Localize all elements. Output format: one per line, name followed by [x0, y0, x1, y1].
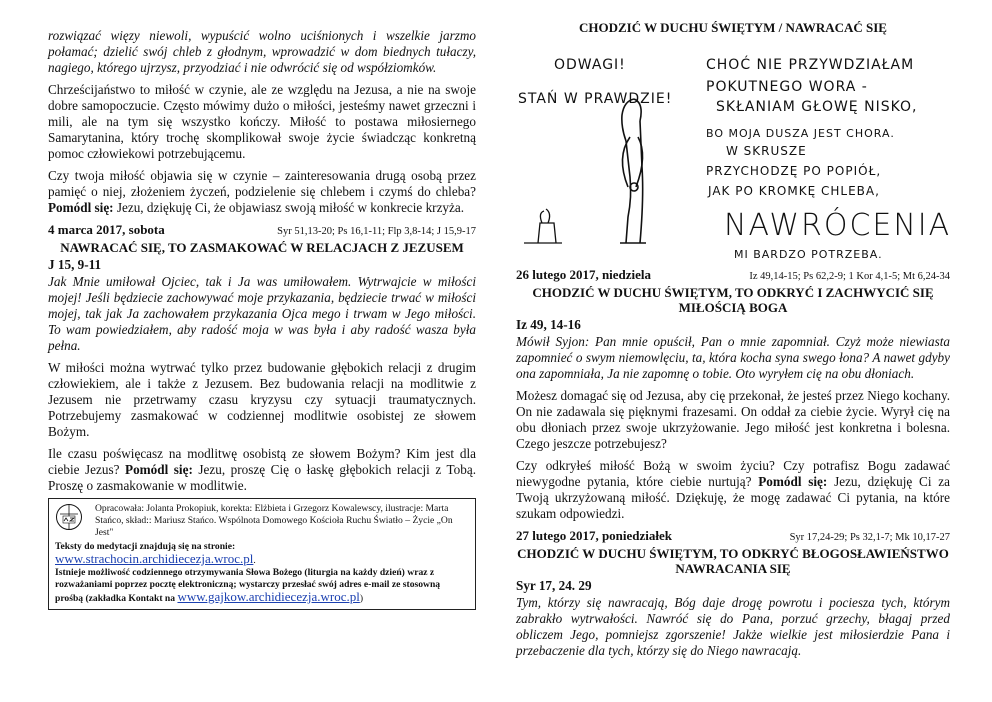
link-row-1: www.strachocin.archidiecezja.wroc.pl.	[55, 551, 256, 566]
hand-text-line: BO MOJA DUSZA JEST CHORA.	[706, 127, 895, 140]
date-label: 27 lutego 2017, poniedziałek	[516, 528, 673, 543]
section-title: CHODZIĆ W DUCHU ŚWIĘTYM, TO ODKRYĆ BŁOGOSŁAWIEŃSTWO NAWRACANIA SIĘ	[517, 546, 949, 576]
strachocin-link[interactable]: www.strachocin.archidiecezja.wroc.pl	[55, 551, 254, 566]
gajkow-link[interactable]: www.gajkow.archidiecezja.wroc.pl	[177, 589, 360, 604]
hand-text-line: POKUTNEGO WORA -	[706, 79, 868, 95]
hand-text-line: MI BARDZO POTRZEBA.	[734, 248, 883, 261]
paragraph-relations: W miłości można wytrwać tylko przez budowanie głębokich relacji z drugim człowiekiem, ale i także z Jezusem. Bez budowania relacji na modlitwie z Jezusem nie przetrwamy czasu kryzysu czy sytuacji traumatycznych. Potrzebujemy zasmakować w codziennej modlitwie osobistej ze słowem Bożym.	[48, 360, 476, 439]
credits-text: Opracowała: Jolanta Prokopiuk, korekta: Elżbieta i Grzegorz Kowalewscy, ilustracje: Marta Stańco, skład:: Mariusz Stańco. Wspólnota Domowego Kościoła Ruchu Światło – Życie „On Jest"	[95, 503, 453, 538]
date-row-feb-27	[516, 528, 950, 546]
scripture-text: Jak Mnie umiłował Ojciec, tak i Ja was umiłowałem. Wytrwajcie w miłości mojej! Jeśli będziecie zachowywać moje przykazania, będziecie trwać w miłości mojej, tak jak Ja zachowałem przykazania Ojca mego i trwam w Jego miłości. To wam powiedziałem, aby radość moja w was była i aby radość wasza była pełna.	[48, 274, 476, 353]
paragraph-charity: Chrześcijaństwo to miłość w czynie, ale ze względu na Jezusa, a nie na swoje dobre samopoczucie. Często mówimy dużo o miłości, jesteśmy nawet grzeczni i mili, ale na tym się wszystko kończy. Miłość to postawa miłosiernego Samarytanina, który trochę skomplikował swoje życie świadcząc konkretną pomoc człowiekowi potrzebującemu.	[48, 82, 476, 161]
readings-refs: Syr 17,24-29; Ps 32,1-7; Mk 10,17-27	[789, 532, 950, 543]
date-row-march-4	[48, 222, 476, 240]
readings-refs: Syr 51,13-20; Ps 16,1-11; Flp 3,8-14; J 15,9-17	[277, 226, 476, 237]
paragraph-question	[516, 458, 950, 522]
left-column	[48, 28, 476, 610]
illustration	[516, 37, 950, 265]
paragraph-question-2	[48, 446, 476, 494]
prayer-text: Jezu, dziękuję Ci za Twoją ukrzyżowaną miłość. Dziękuję, że mogę zadawać Ci pytania, na które szukam odpowiedzi.	[516, 474, 950, 521]
date-label: 4 marca 2017, sobota	[48, 222, 165, 237]
section-title: NAWRACAĆ SIĘ, TO ZASMAKOWAĆ W RELACJACH Z JEZUSEM	[60, 240, 464, 255]
penitent-figure-illustration	[516, 37, 950, 265]
hand-text-stand-in-truth: STAŃ W PRAWDZIE!	[518, 91, 673, 107]
question-text: Ile czasu poświęcasz na modlitwę osobistą ze słowem Bożym? Kim jest dla ciebie Jezus?	[48, 446, 476, 477]
section-title: CHODZIĆ W DUCHU ŚWIĘTYM, TO ODKRYĆ I ZACHWYCIĆ SIĘ MIŁOŚCIĄ BOGA	[532, 285, 934, 315]
texts-label: Teksty do medytacji znajdują się na stronie:	[55, 541, 236, 552]
readings-refs: Iz 49,14-15; Ps 62,2-9; 1 Kor 4,1-5; Mt 6,24-34	[749, 271, 950, 282]
hand-text-courage: ODWAGI!	[554, 57, 626, 73]
hand-text-conversion: NAWRÓCENIA	[724, 208, 950, 243]
date-row-feb-26	[516, 267, 950, 285]
question-text: Czy twoja miłość objawia się w czynie – zainteresowania drugą osobą przez pamięć o niej, złożeniem życzeń, podzielenie się chlebem i czymś do chleba?	[48, 168, 476, 199]
paragraph-love: Możesz domagać się od Jezusa, aby cię przekonał, że jesteś przez Niego kochany. On nie zadawala się pięknymi frazesami. On oddał za ciebie życie. Wyrył cię na obu dłoniach przez swoje ukrzyżowanie. Jego miłość jest konkretna i bolesna. Czego jeszcze potrzebujesz?	[516, 388, 950, 451]
right-column	[516, 20, 950, 665]
footer-box	[48, 498, 476, 610]
email-info: Istnieje możliwość codziennego otrzymywania Słowa Bożego (liturgia na każdy dzień) wraz z rozważaniami poprzez pocztę elektroniczną; wystarczy przesłać swój adres e-mail ze stosowną prośbą (zakładka Kontakt na www.gajkow.archidiecezja.wroc.pl)	[55, 567, 441, 604]
hand-text-line: CHOĆ NIE PRZYWDZIAŁAM	[706, 57, 915, 73]
on-jest-logo-icon	[55, 503, 83, 531]
pray-label: Pomódl się:	[125, 462, 193, 477]
pray-label: Pomódl się:	[48, 200, 114, 215]
hand-text-line: W SKRUSZE	[726, 144, 807, 158]
page-header: CHODZIĆ W DUCHU ŚWIĘTYM / NAWRACAĆ SIĘ	[579, 20, 887, 35]
intro-scripture: rozwiązać więzy niewoli, wypuścić wolno uciśnionych i wszelkie jarzmo połamać; dzielić swój chleb z głodnym, wprowadzić w dom biednych tułaczy, nagiego, którego ujrzysz, przyodziać i nie odwrócić się od współziomków.	[48, 28, 476, 75]
question-text: Czy odkryłeś miłość Bożą w swoim życiu? Czy potrafisz Bogu zadawać niewygodne pytania, które ciebie nurtują?	[516, 458, 950, 489]
scripture-ref: Syr 17, 24. 29	[516, 578, 592, 593]
scripture-ref: J 15, 9-11	[48, 257, 102, 272]
hand-text-line: SKŁANIAM GŁOWĘ NISKO,	[716, 99, 918, 115]
paragraph-question-1	[48, 168, 476, 216]
pray-label: Pomódl się:	[758, 474, 828, 489]
bowing-figure	[620, 99, 646, 243]
scripture-ref: Iz 49, 14-16	[516, 317, 581, 332]
hand-text-line: JAK PO KROMKĘ CHLEBA,	[708, 184, 880, 198]
scripture-text: Tym, którzy się nawracają, Bóg daje drogę powrotu i pociesza tych, którym zabrakło wytrwałości. Nawróć się do Pana, porzuć grzechy, błagaj przed obliczem Jego, pomniejsz zgorszenie! Jakże wielkie jest miłosierdzie Pana i przebaczenie dla tych, którzy się do Niego nawracają.	[516, 595, 950, 658]
prayer-text: Jezu, dziękuję Ci, że objawiasz swoją miłość w konkrecie krzyża.	[116, 200, 465, 215]
ash-pot	[524, 209, 562, 243]
scripture-text: Mówił Syjon: Pan mnie opuścił, Pan o mnie zapomniał. Czyż może niewiasta zapomnieć o swym niemowlęciu, ta, która kocha syna swego łona? A nawet gdyby ona zapomniała, Ja nie zapomnę o tobie. Oto wyryłem cię na obu dłoniach.	[516, 334, 950, 381]
prayer-text: Jezu, proszę Cię o łaskę głębokich relacji z Tobą. Proszę o zasmakowanie w modlitwie.	[48, 462, 477, 493]
hand-text-line: PRZYCHODZĘ PO POPIÓŁ,	[706, 164, 882, 178]
date-label: 26 lutego 2017, niedziela	[516, 267, 652, 282]
